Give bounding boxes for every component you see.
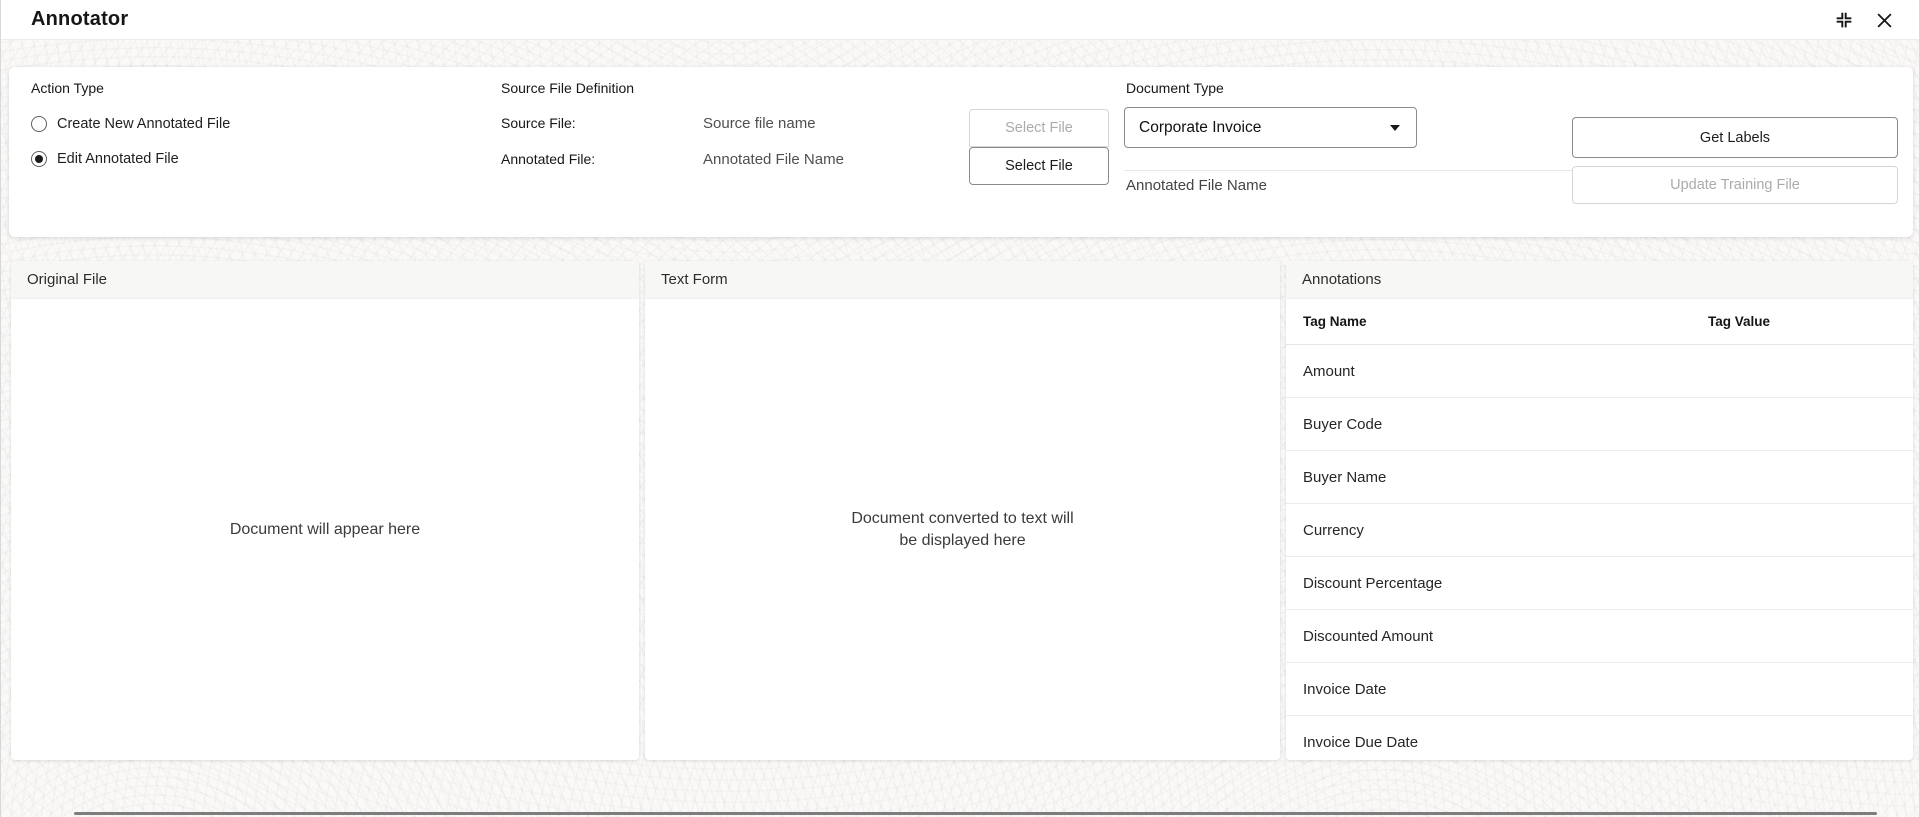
document-type-label: Document Type (1126, 80, 1224, 96)
annotation-row[interactable]: Currency (1286, 504, 1913, 557)
original-file-viewer (11, 299, 639, 760)
annotation-row[interactable]: Discount Percentage (1286, 557, 1913, 610)
annotation-row[interactable]: Buyer Code (1286, 398, 1913, 451)
close-button[interactable] (1873, 9, 1895, 31)
source-file-name-value: Source file name (703, 115, 816, 132)
annotation-row[interactable]: Buyer Name (1286, 451, 1913, 504)
annotations-panel-title: Annotations (1286, 261, 1913, 299)
source-file-definition-label: Source File Definition (501, 80, 635, 96)
update-training-file-button[interactable]: Update Training File (1572, 166, 1898, 204)
close-icon (1876, 12, 1893, 29)
restore-window-button[interactable] (1833, 9, 1855, 31)
divider (1124, 170, 1575, 171)
action-type-label: Action Type (31, 80, 104, 96)
page-title: Annotator (31, 8, 129, 30)
annotation-row[interactable]: Invoice Date (1286, 663, 1913, 716)
original-file-panel (11, 261, 639, 760)
document-type-selected-value: Corporate Invoice (1139, 118, 1262, 136)
get-labels-button[interactable]: Get Labels (1572, 117, 1898, 158)
annotated-file-label: Annotated File: (501, 151, 596, 167)
source-file-label: Source File: (501, 115, 576, 131)
select-annotated-file-button[interactable]: Select File (969, 147, 1109, 185)
file-definition-card (9, 67, 1913, 237)
text-form-panel-title: Text Form (645, 261, 1280, 299)
horizontal-scrollbar-thumb[interactable] (74, 812, 1877, 815)
annotation-row[interactable]: Invoice Due Date (1286, 716, 1913, 760)
radio-unselected-icon (31, 116, 47, 132)
radio-selected-icon (31, 151, 47, 167)
radio-edit-annotated-file[interactable] (31, 151, 179, 167)
text-form-panel (645, 261, 1280, 760)
annotated-file-name-input[interactable]: Annotated File Name (1126, 177, 1267, 194)
radio-create-new-annotated-file[interactable] (31, 116, 230, 132)
column-header-tag-name: Tag Name (1303, 314, 1367, 329)
original-file-placeholder: Document will appear here (229, 520, 421, 538)
radio-label: Edit Annotated File (57, 151, 179, 167)
annotations-panel (1286, 261, 1913, 760)
annotation-row[interactable]: Discounted Amount (1286, 610, 1913, 663)
window-controls (1833, 0, 1895, 40)
radio-label: Create New Annotated File (57, 116, 231, 132)
annotation-row[interactable]: Amount (1286, 345, 1913, 398)
chevron-down-icon (1390, 125, 1400, 131)
column-header-tag-value: Tag Value (1708, 314, 1771, 329)
select-source-file-button[interactable]: Select File (969, 109, 1109, 147)
document-type-select[interactable] (1124, 107, 1417, 148)
annotations-table-header (1286, 299, 1913, 345)
window-header (1, 0, 1919, 40)
text-form-placeholder (851, 508, 1073, 552)
text-form-viewer (645, 299, 1280, 760)
annotated-file-name-value: Annotated File Name (703, 151, 844, 168)
original-file-panel-title: Original File (11, 261, 639, 299)
restore-window-icon (1835, 11, 1853, 29)
text-form-placeholder-line2: be displayed here (899, 531, 1026, 549)
text-form-placeholder-line1: Document converted to text will (851, 509, 1074, 527)
